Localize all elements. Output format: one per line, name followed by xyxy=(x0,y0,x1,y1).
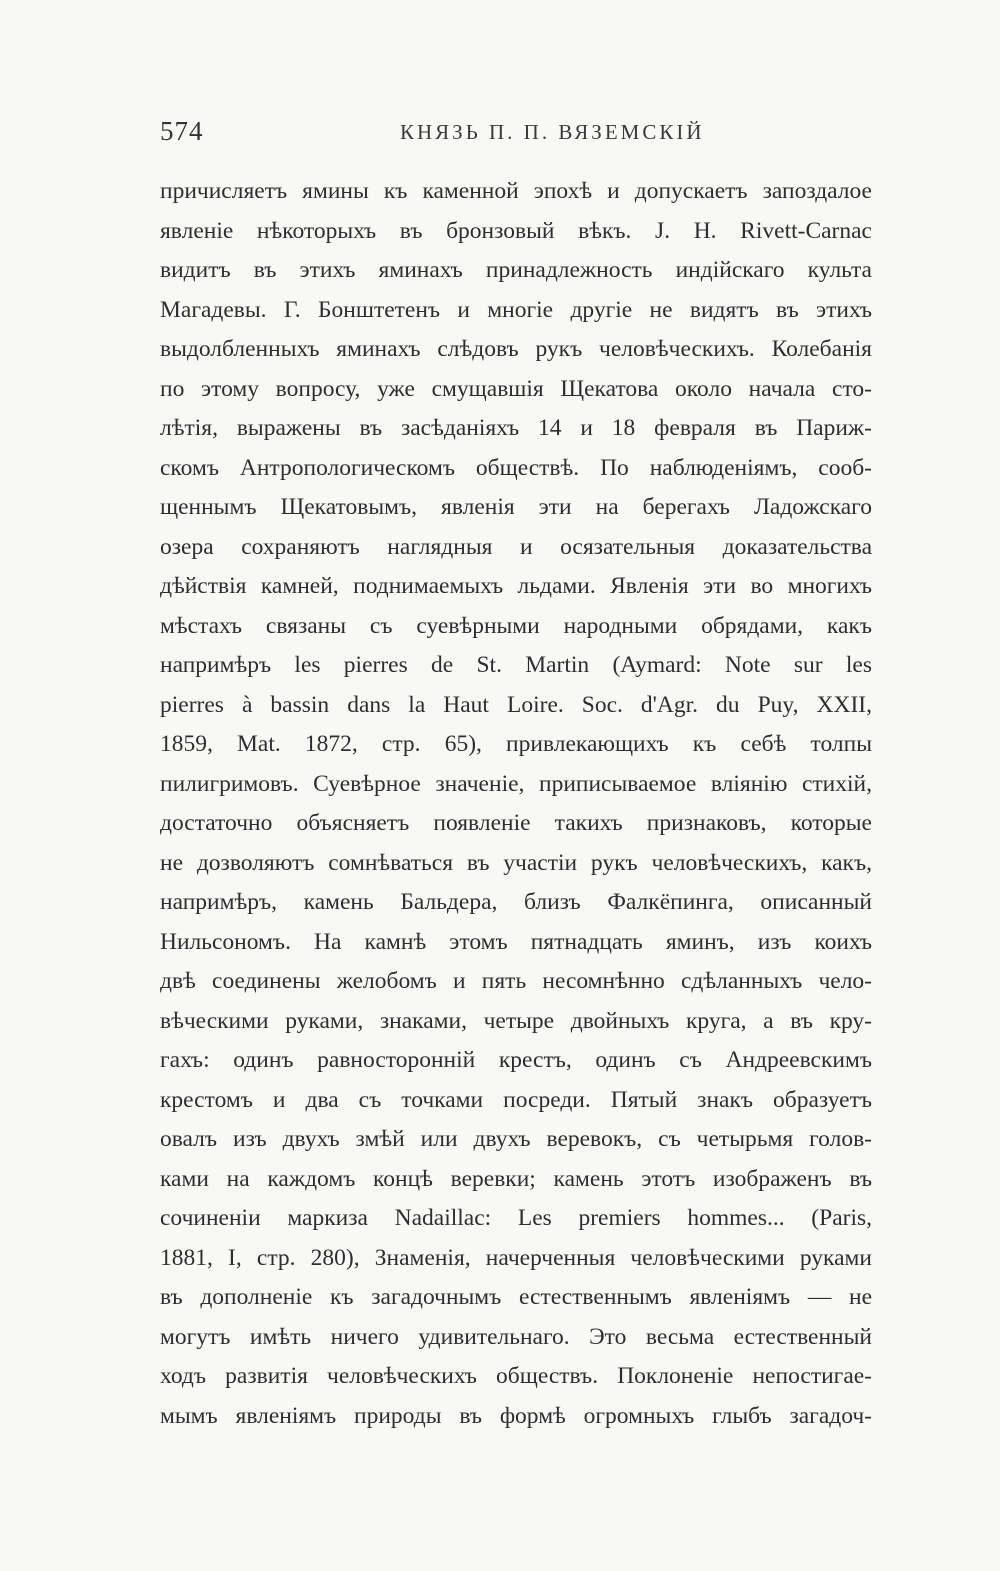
text-line: лѣтія, выражены въ засѣданіяхъ 14 и 18 февраля въ Париж- xyxy=(160,415,872,441)
page-header xyxy=(160,116,870,152)
text-line: выдолбленныхъ яминахъ слѣдовъ рукъ человѣческихъ. Колебанія xyxy=(160,336,872,362)
body-text xyxy=(160,172,872,1436)
text-line: могутъ имѣть ничего удивительнаго. Это весьма естественный xyxy=(160,1323,872,1350)
text-line: скомъ Антропологическомъ обществѣ. По наблюденіямъ, сооб- xyxy=(160,454,872,481)
text-line: озера сохраняютъ наглядныя и осязательныя доказательства xyxy=(160,533,872,560)
text-line: сочиненіи маркиза Nadaillac: Les premiers hommes... (Paris, xyxy=(160,1205,872,1231)
text-line: по этому вопросу, уже смущавшія Щекатова около начала сто- xyxy=(160,375,872,402)
text-line: явленіе нѣкоторыхъ въ бронзовый вѣкъ. J. H. Rivett-Carnac xyxy=(160,217,872,244)
text-line: щеннымъ Щекатовымъ, явленія эти на берегахъ Ладожскаго xyxy=(160,494,872,520)
text-line: крестомъ и два съ точками посреди. Пятый знакъ образуетъ xyxy=(160,1086,872,1113)
text-line: овалъ изъ двухъ змѣй или двухъ веревокъ, съ четырьмя голов- xyxy=(160,1126,872,1152)
text-line: pierres à bassin dans la Haut Loire. Soc. d'Agr. du Puy, XXII, xyxy=(160,691,872,718)
text-line: напримѣръ les pierres de St. Martin (Aymard: Note sur les xyxy=(160,652,872,678)
text-line: Нильсономъ. На камнѣ этомъ пятнадцать яминъ, изъ коихъ xyxy=(160,928,872,955)
text-line: напримѣръ, камень Бальдера, близъ Фалкёпинга, описанный xyxy=(160,889,872,915)
text-line: 1881, I, стр. 280), Знаменія, начерченныя человѣческими руками xyxy=(160,1244,872,1271)
text-line: 1859, Mat. 1872, стр. 65), привлекающихъ къ себѣ толпы xyxy=(160,731,872,757)
text-line: причисляетъ ямины къ каменной эпохѣ и допускаетъ запоздалое xyxy=(160,178,872,204)
text-line: ками на каждомъ концѣ веревки; камень этотъ изображенъ въ xyxy=(160,1165,872,1192)
text-line: не дозволяютъ сомнѣваться въ участіи рукъ человѣческихъ, какъ, xyxy=(160,849,872,876)
text-line: гахъ: одинъ равносторонній крестъ, одинъ съ Андреевскимъ xyxy=(160,1047,872,1073)
text-line: ходъ развитія человѣческихъ обществъ. Поклоненіе непостигае- xyxy=(160,1363,872,1389)
text-line: видитъ въ этихъ яминахъ принадлежность индійскаго культа xyxy=(160,257,872,283)
page-number: 574 xyxy=(160,116,204,146)
text-line: мѣстахъ связаны съ суевѣрными народными обрядами, какъ xyxy=(160,612,872,639)
text-line: достаточно объясняетъ появленіе такихъ признаковъ, которые xyxy=(160,810,872,836)
text-line: мымъ явленіямъ природы въ формѣ огромныхъ глыбъ загадоч- xyxy=(160,1402,872,1429)
text-line: дѣйствія камней, поднимаемыхъ льдами. Явленія эти во многихъ xyxy=(160,573,872,599)
text-line: вѣческими руками, знаками, четыре двойныхъ круга, а въ кру- xyxy=(160,1007,872,1034)
text-line: въ дополненіе къ загадочнымъ естественнымъ явленіямъ — не xyxy=(160,1284,872,1310)
text-line: Магадевы. Г. Бонштетенъ и многіе другіе не видятъ въ этихъ xyxy=(160,296,872,323)
running-title: КНЯЗЬ П. П. ВЯЗЕМСКІЙ xyxy=(400,120,705,144)
text-line: пилигримовъ. Суевѣрное значеніе, приписываемое вліянію стихій, xyxy=(160,770,872,797)
text-line: двѣ соединены желобомъ и пять несомнѣнно сдѣланныхъ чело- xyxy=(160,968,872,994)
